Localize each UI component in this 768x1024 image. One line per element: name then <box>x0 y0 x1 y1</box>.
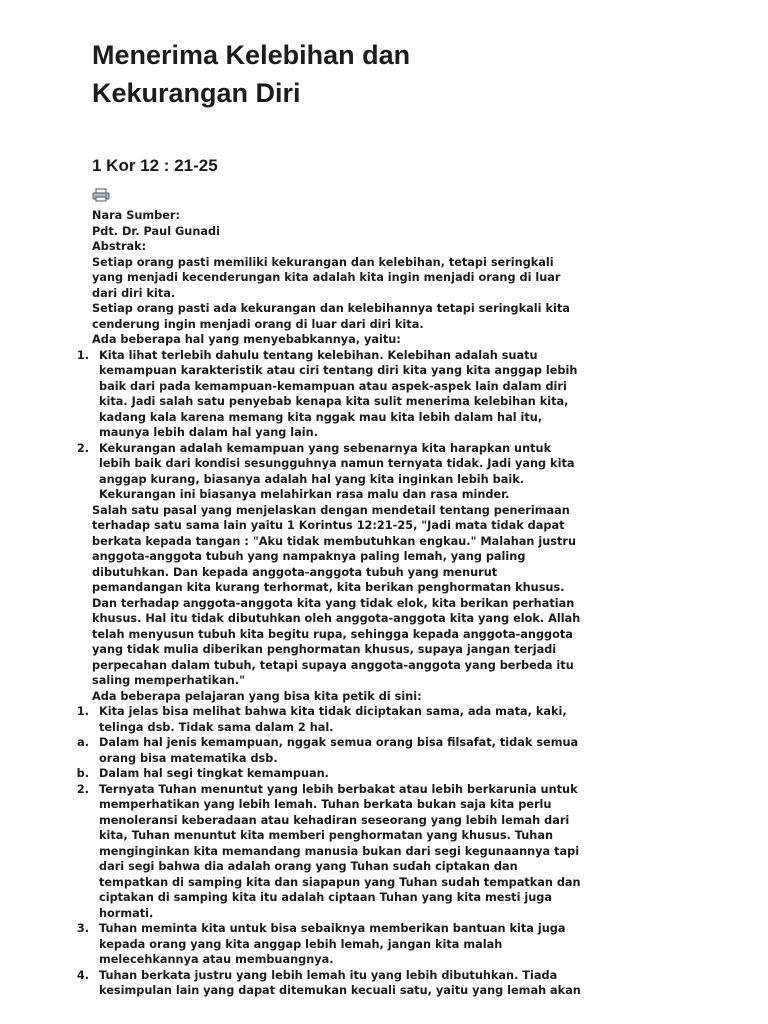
text-line: Dan terhadap anggota-anggota kita yang tidak elok, kita berikan perhatian <box>92 596 575 610</box>
list-marker: b. <box>76 767 89 780</box>
list-marker: 1. <box>76 705 89 718</box>
text-line: Tuhan berkata justru yang lebih lemah itu yang lebih dibutuhkan. Tiada <box>99 968 558 982</box>
text-line: Dalam hal segi tingkat kemampuan. <box>99 767 329 780</box>
abstract-paragraph <box>92 301 708 332</box>
list-item <box>76 348 708 441</box>
list-item <box>76 782 708 922</box>
text-line: maunya lebih dalam hal yang lain. <box>99 426 318 439</box>
printer-icon[interactable] <box>92 188 110 202</box>
source-label: Nara Sumber: <box>92 209 180 222</box>
text-line: kemampuan karakteristik atau ciri tentang diri kita yang kita anggap lebih <box>99 364 578 377</box>
list-marker: 2. <box>76 441 89 455</box>
list-item <box>76 441 708 503</box>
text-line: Kita lihat terlebih dahulu tentang kelebihan. Kelebihan adalah suatu <box>99 348 538 362</box>
text-line: tempatkan di samping kita dan siapapun yang Tuhan sudah tempatkan dan <box>99 875 581 889</box>
text-line: kepada orang yang kita anggap lebih lemah, jangan kita malah <box>99 937 503 951</box>
text-line: telinga dsb. Tidak sama dalam 2 hal. <box>99 720 334 734</box>
text-line: terhadap satu sama lain yaitu 1 Korintus 12:21-25, "Jadi mata tidak dapat <box>92 519 565 532</box>
text-line: menoleransi keberadaan atau kehadiran seseorang yang lebih lemah dari <box>99 813 570 827</box>
text-line: kesimpulan lain yang dapat ditemukan kecuali satu, yaitu yang lemah akan <box>99 984 581 997</box>
text-line: cenderung ingin menjadi orang di luar dari diri kita. <box>92 317 424 331</box>
list-item <box>76 968 708 999</box>
lessons-intro: Ada beberapa pelajaran yang bisa kita petik di sini: <box>92 689 422 703</box>
list-item <box>76 766 708 782</box>
author-name: Pdt. Dr. Paul Gunadi <box>92 224 220 238</box>
abstract-paragraph <box>92 255 708 302</box>
scripture-paragraph <box>92 503 708 689</box>
title-line: Kekurangan Diri <box>92 78 301 108</box>
text-line: Ternyata Tuhan menuntut yang lebih berbakat atau lebih berkarunia untuk <box>99 782 578 796</box>
text-line: dari diri kita. <box>92 286 176 300</box>
text-line: Dalam hal jenis kemampuan, nggak semua orang bisa filsafat, tidak semua <box>99 736 579 749</box>
list-marker: 2. <box>76 782 89 796</box>
text-line: yang tidak mulia diberikan penghormatan khusus, supaya jangan terjadi <box>92 643 557 656</box>
text-line: baik dari pada kemampuan-kemampuan atau aspek-aspek lain dalam diri <box>99 379 567 393</box>
text-line: perpecahan dalam tubuh, tetapi supaya anggota-anggota yang berbeda itu <box>92 658 574 672</box>
list-item <box>76 704 708 735</box>
text-line: memperhatikan yang lebih lemah. Tuhan berkata bukan saja kita perlu <box>99 798 552 811</box>
text-line: saling memperhatikan." <box>92 674 245 687</box>
text-line: anggota-anggota tubuh yang nampaknya paling lemah, yang paling <box>92 550 526 563</box>
scripture-reference: 1 Kor 12 : 21-25 <box>92 156 218 175</box>
text-line: anggap kurang, biasanya adalah hal yang kita inginkan lebih baik. <box>99 472 525 486</box>
text-line: berkata kepada tangan : "Aku tidak membutuhkan engkau." Malahan justru <box>92 534 577 548</box>
text-line: kita. Jadi salah satu penyebab kenapa kita sulit menerima kelebihan kita, <box>99 395 569 408</box>
title-line: Menerima Kelebihan dan <box>92 40 411 70</box>
text-line: dari segi bahwa dia adalah orang yang Tuhan sudah ciptakan dan <box>99 860 518 873</box>
text-line: hormati. <box>99 906 154 920</box>
text-line: yang menjadi kecenderungan kita adalah kita ingin menjadi orang di luar <box>92 271 561 284</box>
text-line: khusus. Hal itu tidak dibutuhkan oleh anggota-anggota kita yang elok. Allah <box>92 612 581 625</box>
text-line: Kekurangan adalah kemampuan yang sebenarnya kita harapkan untuk <box>99 441 552 455</box>
text-line: pemandangan kita kurang terhormat, kita berikan penghormatan khusus. <box>92 581 565 594</box>
list-item <box>77 735 708 766</box>
text-line: Setiap orang pasti memiliki kekurangan dan kelebihan, tetapi seringkali <box>92 255 554 269</box>
list-marker: 3. <box>76 922 89 935</box>
text-line: melecehkannya atau membuangnya. <box>99 953 334 966</box>
text-line: dibutuhkan. Dan kepada anggota-anggota tubuh yang menurut <box>92 565 498 579</box>
text-line: Kita jelas bisa melihat bahwa kita tidak diciptakan sama, ada mata, kaki, <box>99 705 567 718</box>
text-line: Ada beberapa hal yang menyebabkannya, yaitu: <box>92 333 401 346</box>
page-title <box>92 36 708 112</box>
text-line: menginginkan kita memandang manusia bukan dari segi kegunaannya tapi <box>99 844 580 858</box>
text-line: kita, Tuhan menuntut kita memberi penghormatan yang khusus. Tuhan <box>99 829 554 842</box>
text-line: Setiap orang pasti ada kekurangan dan kelebihannya tetapi seringkali kita <box>92 302 570 315</box>
text-line: kadang kala karena memang kita nggak mau kita lebih dalam hal itu, <box>99 410 543 424</box>
list-marker: a. <box>77 736 89 749</box>
list-marker: 4. <box>76 968 89 982</box>
list-marker: 1. <box>76 348 89 362</box>
text-line: Salah satu pasal yang menjelaskan dengan mendetail tentang penerimaan <box>92 503 570 517</box>
list-item <box>76 921 708 968</box>
abstract-paragraph <box>92 332 708 348</box>
text-line: ciptakan di samping kita itu adalah ciptaan Tuhan yang kita mesti juga <box>99 891 553 904</box>
text-line: Kekurangan ini biasanya melahirkan rasa malu dan rasa minder. <box>99 488 510 501</box>
text-line: Tuhan meminta kita untuk bisa sebaiknya memberikan bantuan kita juga <box>99 922 566 935</box>
text-line: telah menyusun tubuh kita begitu rupa, sehingga kepada anggota-anggota <box>92 627 573 641</box>
text-line: orang bisa matematika dsb. <box>99 751 278 765</box>
abstract-label: Abstrak: <box>92 240 147 253</box>
text-line: lebih baik dari kondisi sesungguhnya namun ternyata tidak. Jadi yang kita <box>99 457 575 470</box>
article-body <box>76 208 708 999</box>
